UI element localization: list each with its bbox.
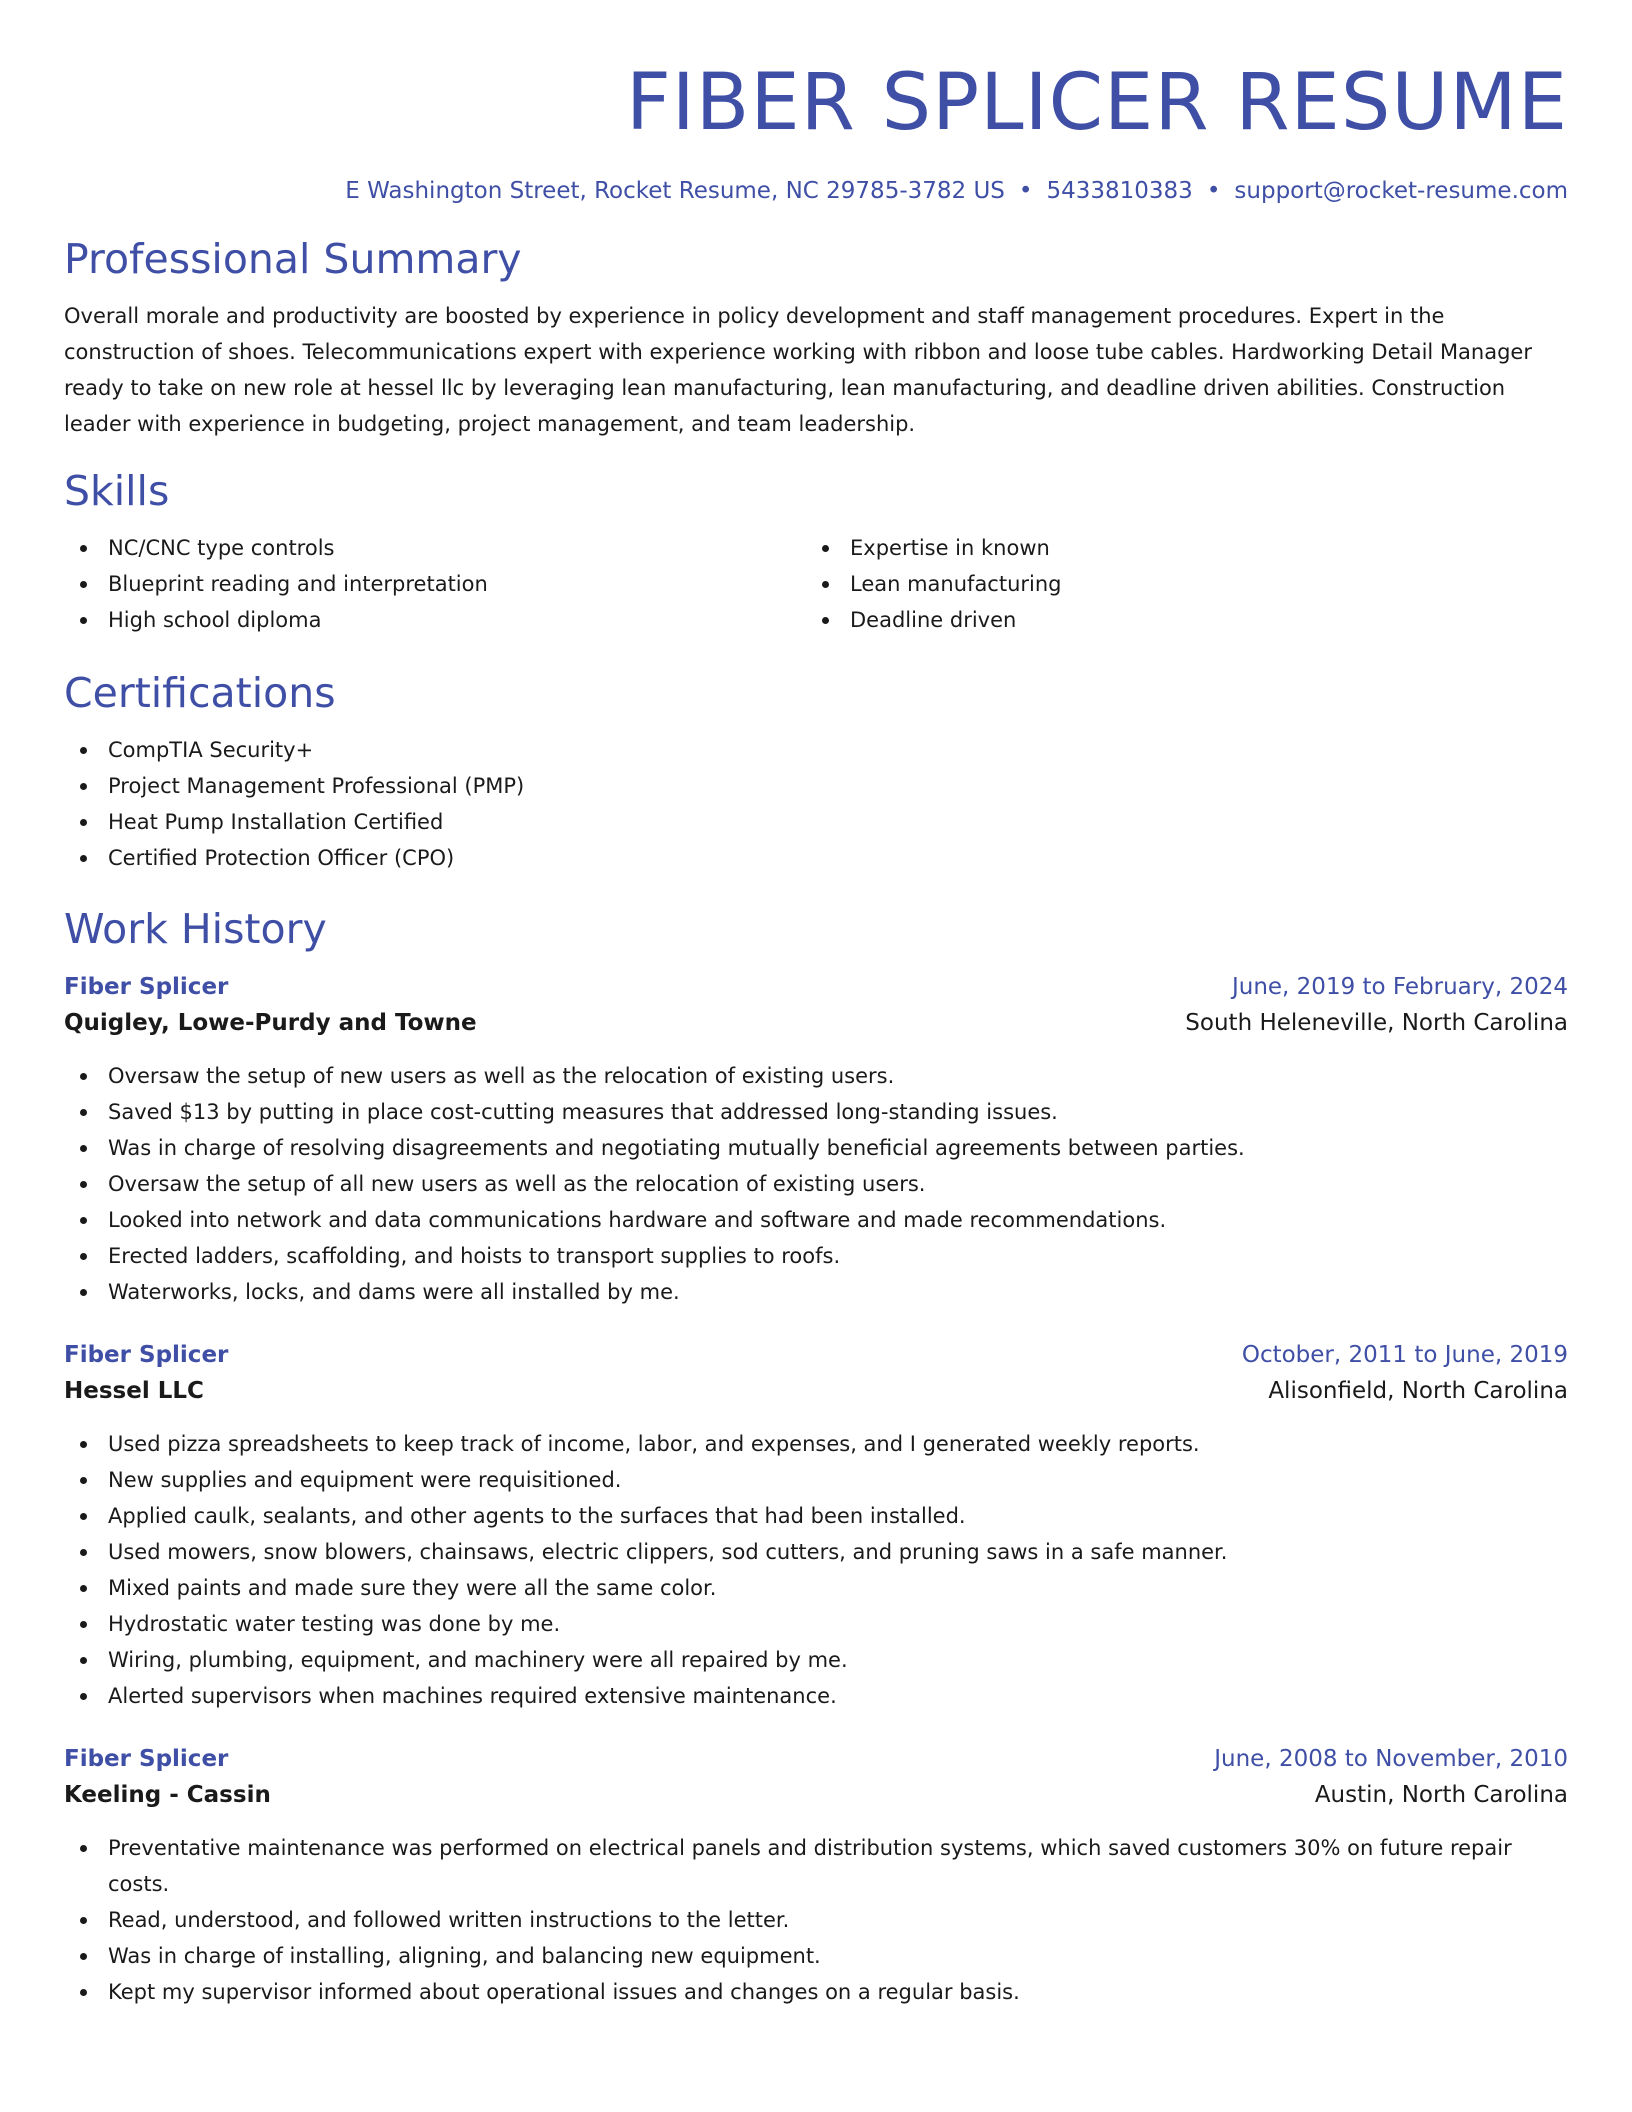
skill-item: Lean manufacturing — [806, 566, 1548, 602]
job-location: Alisonfield, North Carolina — [1268, 1378, 1568, 1404]
job-bullet: Was in charge of installing, aligning, and balancing new equipment. — [64, 1938, 1568, 1974]
skill-item: High school diploma — [64, 602, 806, 638]
job-bullet: Kept my supervisor informed about operational issues and changes on a regular basis. — [64, 1974, 1568, 2010]
job-location: South Heleneville, North Carolina — [1185, 1010, 1568, 1036]
certifications-list — [64, 732, 1568, 876]
work-history-heading: Work History — [64, 905, 327, 953]
resume-title: FIBER SPLICER RESUME — [625, 58, 1568, 148]
skill-item: Deadline driven — [806, 602, 1548, 638]
certification-item: CompTIA Security+ — [64, 732, 1568, 768]
skills-heading: Skills — [64, 467, 170, 515]
job-header — [64, 1338, 1568, 1372]
job-bullets — [64, 1830, 1568, 2010]
contact-separator: • — [1018, 178, 1033, 204]
job-bullets — [64, 1426, 1568, 1714]
job-bullet: Was in charge of resolving disagreements and negotiating mutually beneficial agreements between parties. — [64, 1130, 1568, 1166]
contact-email: support@rocket-resume.com — [1234, 178, 1568, 204]
job-location: Austin, North Carolina — [1314, 1782, 1568, 1808]
summary-heading: Professional Summary — [64, 235, 522, 283]
job-dates: June, 2008 to November, 2010 — [1214, 1746, 1568, 1772]
job-bullet: Wiring, plumbing, equipment, and machinery were all repaired by me. — [64, 1642, 1568, 1678]
job-entry — [64, 970, 1568, 1310]
job-bullets — [64, 1058, 1568, 1310]
skill-item: Blueprint reading and interpretation — [64, 566, 806, 602]
contact-phone: 5433810383 — [1046, 178, 1193, 204]
certification-item: Project Management Professional (PMP) — [64, 768, 1568, 804]
summary-section — [64, 234, 1568, 442]
contact-address: E Washington Street, Rocket Resume, NC 29785-3782 US — [345, 178, 1005, 204]
job-bullet: Saved $13 by putting in place cost-cutting measures that addressed long-standing issues. — [64, 1094, 1568, 1130]
job-header — [64, 970, 1568, 1004]
contact-separator: • — [1206, 178, 1221, 204]
job-bullet: Oversaw the setup of new users as well as the relocation of existing users. — [64, 1058, 1568, 1094]
job-bullet: Looked into network and data communications hardware and software and made recommendations. — [64, 1202, 1568, 1238]
job-bullet: Preventative maintenance was performed on electrical panels and distribution systems, which saved customers 30% on future repair costs. — [64, 1830, 1568, 1902]
job-bullet: Used pizza spreadsheets to keep track of income, labor, and expenses, and I generated weekly reports. — [64, 1426, 1568, 1462]
job-entry — [64, 1742, 1568, 2010]
job-bullet: Mixed paints and made sure they were all the same color. — [64, 1570, 1568, 1606]
skills-list-left — [64, 530, 806, 638]
job-company: Keeling - Cassin — [64, 1782, 271, 1808]
certification-item: Certified Protection Officer (CPO) — [64, 840, 1568, 876]
skill-item: NC/CNC type controls — [64, 530, 806, 566]
skills-list-right — [806, 530, 1548, 638]
job-bullet: Used mowers, snow blowers, chainsaws, electric clippers, sod cutters, and pruning saws in a safe manner. — [64, 1534, 1568, 1570]
job-subheader — [64, 1776, 1568, 1814]
certifications-section — [64, 668, 1568, 876]
job-bullet: Alerted supervisors when machines required extensive maintenance. — [64, 1678, 1568, 1714]
job-bullet: Read, understood, and followed written instructions to the letter. — [64, 1902, 1568, 1938]
job-bullet: Erected ladders, scaffolding, and hoists to transport supplies to roofs. — [64, 1238, 1568, 1274]
certifications-heading: Certifications — [64, 669, 336, 717]
job-dates: October, 2011 to June, 2019 — [1241, 1342, 1568, 1368]
job-header — [64, 1742, 1568, 1776]
resume-header — [64, 0, 1568, 204]
skill-item: Expertise in known — [806, 530, 1548, 566]
work-history-section — [64, 904, 1568, 2010]
job-subheader — [64, 1004, 1568, 1042]
job-company: Quigley, Lowe-Purdy and Towne — [64, 1010, 477, 1036]
skills-section — [64, 466, 1568, 638]
job-bullet: Oversaw the setup of all new users as well as the relocation of existing users. — [64, 1166, 1568, 1202]
job-bullet: New supplies and equipment were requisitioned. — [64, 1462, 1568, 1498]
job-company: Hessel LLC — [64, 1378, 204, 1404]
skills-columns — [64, 530, 1568, 638]
job-bullet: Applied caulk, sealants, and other agents to the surfaces that had been installed. — [64, 1498, 1568, 1534]
certification-item: Heat Pump Installation Certified — [64, 804, 1568, 840]
summary-text: Overall morale and productivity are boosted by experience in policy development and staff management procedures. Expert in the construction of shoes. Telecommunications expert with experience working with ribbon and loose tube cables. Hardworking Detail Manager ready to take on new role at hessel llc by leveraging lean manufacturing, lean manufacturing, and deadline driven abilities. Construction leader with experience in budgeting, project management, and team leadership. — [64, 304, 1532, 436]
job-subheader — [64, 1372, 1568, 1410]
job-title: Fiber Splicer — [64, 974, 229, 1000]
job-title: Fiber Splicer — [64, 1342, 229, 1368]
job-dates: June, 2019 to February, 2024 — [1231, 974, 1568, 1000]
contact-line — [64, 178, 1568, 204]
job-bullet: Hydrostatic water testing was done by me. — [64, 1606, 1568, 1642]
job-title: Fiber Splicer — [64, 1746, 229, 1772]
job-entry — [64, 1338, 1568, 1714]
job-bullet: Waterworks, locks, and dams were all installed by me. — [64, 1274, 1568, 1310]
